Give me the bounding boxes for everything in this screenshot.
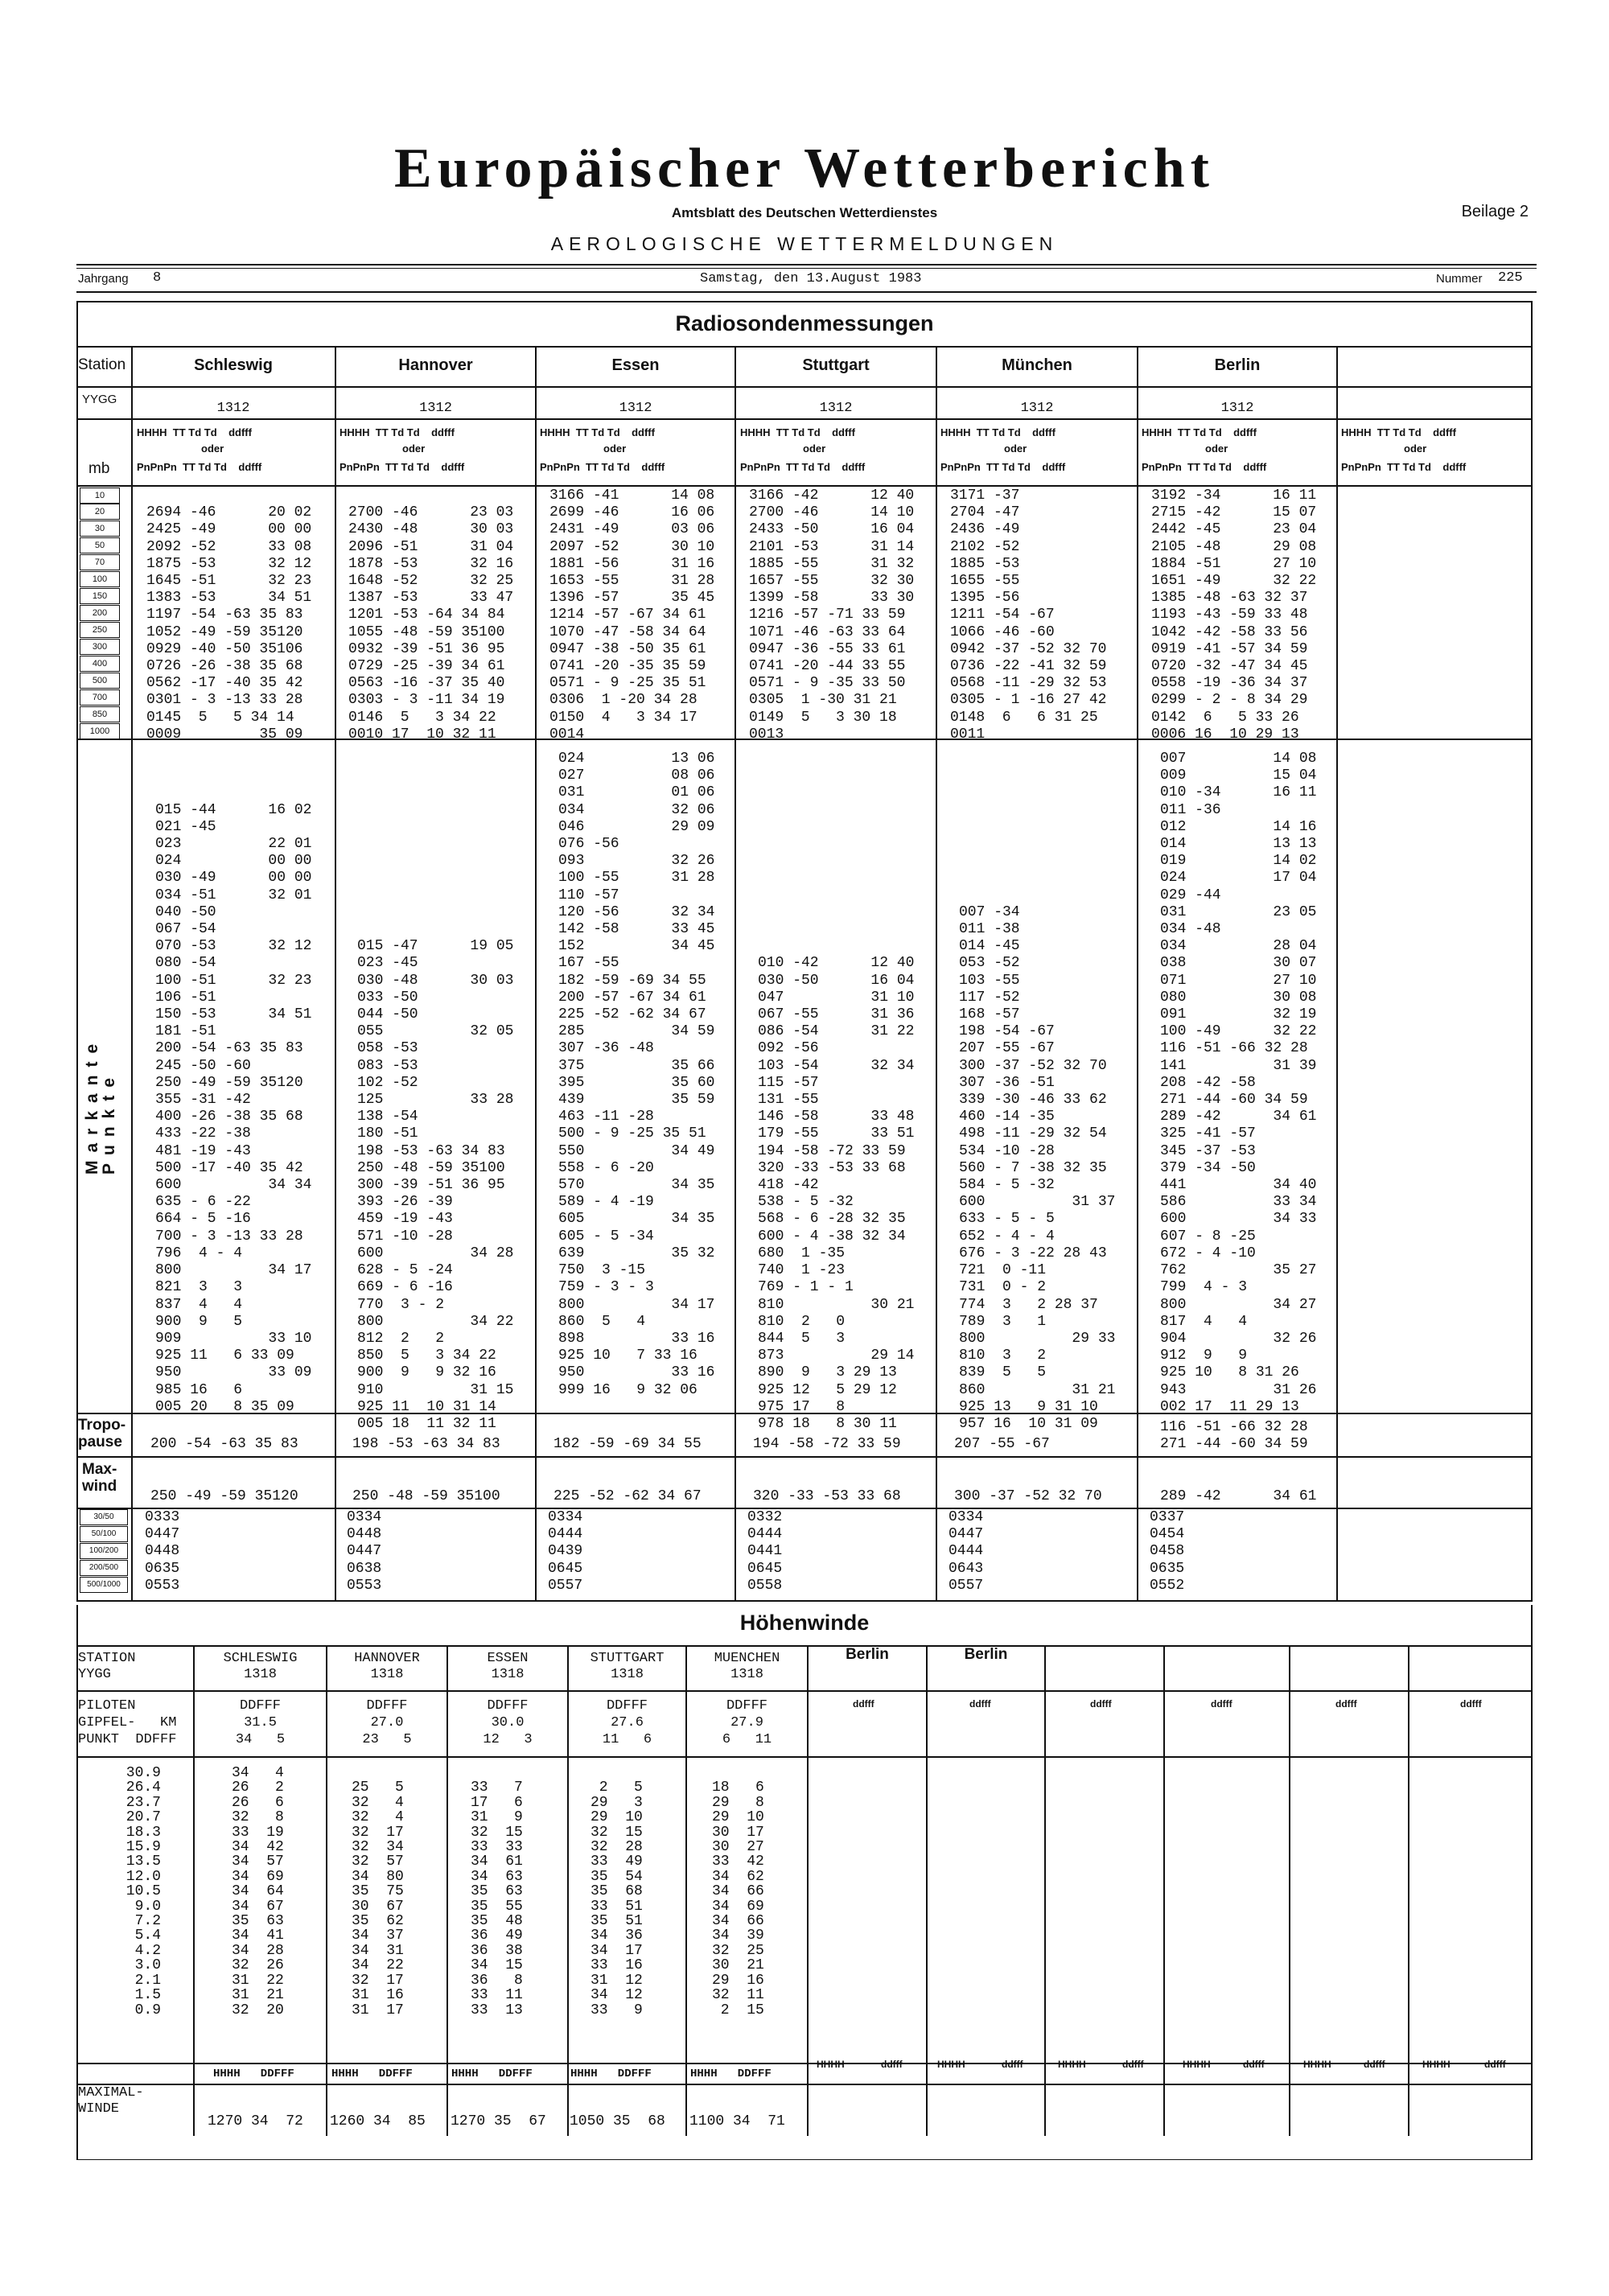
jahrgang-label: Jahrgang bbox=[78, 272, 129, 286]
level-box: 850 bbox=[80, 706, 120, 722]
yygg-label: YYGG bbox=[82, 393, 117, 406]
code-header: PnPnPn TT Td Td ddfff bbox=[940, 461, 1066, 473]
station-name: Stuttgart bbox=[802, 356, 870, 374]
yygg-value: 1312 bbox=[619, 401, 652, 416]
ddfff-label: ddfff bbox=[1122, 2059, 1144, 2070]
markante-punkte-label: Markante Punkte bbox=[83, 1035, 118, 1175]
winds-station: HANNOVER 1318 bbox=[354, 1651, 420, 1682]
maxwind-muenchen: 300 -37 -52 32 70 bbox=[954, 1488, 1102, 1504]
shear-berlin: 0337 0454 0458 0635 0552 bbox=[1150, 1509, 1185, 1594]
hhhh-label: HHHH bbox=[1422, 2059, 1451, 2070]
level-box: 30 bbox=[80, 521, 120, 537]
tropopause-berlin: 116 -51 -66 32 28 271 -44 -60 34 59 bbox=[1160, 1419, 1308, 1453]
maxwind-stuttgart: 320 -33 -53 33 68 bbox=[753, 1488, 901, 1504]
col-separator bbox=[1163, 1645, 1165, 2136]
divider bbox=[76, 268, 1537, 269]
ddfff-label: ddfff bbox=[853, 1698, 874, 1710]
wind-heights: 30.9 26.4 23.7 20.7 18.3 15.9 13.5 12.0 10.5 9.0 7.2 5.4 4.2 3.0 2.1 1.5 0.9 bbox=[126, 1765, 161, 2018]
maxwinde-hannover: 1260 34 85 bbox=[330, 2113, 426, 2129]
winds-station: STUTTGART 1318 bbox=[590, 1651, 665, 1682]
station-name: Schleswig bbox=[194, 356, 273, 374]
hhhh-label: HHHH bbox=[817, 2059, 845, 2070]
supplement-label: Beilage 2 bbox=[1461, 203, 1529, 220]
shear-label: 500/1000 bbox=[80, 1577, 128, 1593]
maxwinde-label: MAXIMAL- WINDE bbox=[78, 2085, 144, 2117]
yygg-value: 1312 bbox=[419, 401, 452, 416]
col-separator bbox=[131, 346, 133, 1602]
hhhh-label: HHHH bbox=[1058, 2059, 1086, 2070]
section-subtitle: AEROLOGISCHE WETTERMELDUNGEN bbox=[550, 233, 1059, 254]
code-header-oder: oder bbox=[1205, 442, 1228, 455]
level-box: 400 bbox=[80, 656, 120, 672]
code-header-oder: oder bbox=[1004, 442, 1027, 455]
std-levels-muenchen: 3171 -37 2704 -47 2436 -49 2102 -52 1885 -53 1655 -55 1395 -56 1211 -54 -67 1066 -46 -60 0942 -37 -52 32 70 0736 -22 -41 32 59 0568 -11 -29 32 53 0305 - 1 -16 27 42 0148 6 6 31 25 0011 bbox=[950, 488, 1107, 743]
mark-points-essen: 024 13 06 027 08 06 031 01 06 034 32 06 046 29 09 076 -56 093 32 26 100 -55 31 28 110 -57 120 -56 32 34 142 -58 33 45 152 34 45 167 -55 182 -59 -69 34 55 200 -57 -67 34 61 225 -52 -62 34 67 285 34 59 307 -36 -48 375 35 66 395 35 60 439 35 59 463 -11 -28 500 - 9 -25 35 51 550 34 49 558 - 6 -20 570 34 35 589 - 4 -19 605 34 35 605 - 5 -34 639 35 32 750 3 -15 759 - 3 - 3 800 34 17 860 5 4 898 33 16 925 10 7 33 16 950 33 16 999 16 9 32 06 bbox=[558, 751, 715, 1398]
shear-label: 100/200 bbox=[80, 1543, 128, 1559]
hhhh-label: HHHH DDFFF bbox=[451, 2068, 533, 2080]
col-separator bbox=[735, 346, 736, 1602]
tropopause-hannover: 198 -53 -63 34 83 bbox=[352, 1436, 500, 1453]
wind-col-schleswig: 34 4 26 2 26 6 32 8 33 19 34 42 34 57 34 69 34 64 34 67 35 63 34 41 34 28 32 26 31 22 31 21 32 20 bbox=[232, 1765, 284, 2018]
yygg-value: 1312 bbox=[819, 401, 853, 416]
maxwind-essen: 225 -52 -62 34 67 bbox=[553, 1488, 702, 1504]
ddfff-label: ddfff bbox=[1460, 1698, 1482, 1710]
gipfel-value: DDFFF 30.0 12 3 bbox=[483, 1698, 533, 1747]
winds-station-label: STATION YYGG bbox=[78, 1651, 136, 1682]
maxwind-label: Max- wind bbox=[82, 1461, 117, 1495]
winds-station: Berlin bbox=[846, 1646, 889, 1663]
col-separator bbox=[807, 1645, 809, 2136]
code-header-oder: oder bbox=[402, 442, 426, 455]
maxwinde-stuttgart: 1050 35 68 bbox=[570, 2113, 665, 2129]
winds-station: SCHLESWIG 1318 bbox=[223, 1651, 298, 1682]
code-header: PnPnPn TT Td Td ddfff bbox=[740, 461, 866, 473]
code-header: HHHH TT Td Td ddfff bbox=[740, 426, 855, 438]
shear-label: 30/50 bbox=[80, 1509, 128, 1525]
ddfff-label: ddfff bbox=[1243, 2059, 1265, 2070]
gipfel-value: DDFFF 27.0 23 5 bbox=[362, 1698, 412, 1747]
hhhh-label: HHHH DDFFF bbox=[570, 2068, 652, 2080]
yygg-value: 1312 bbox=[1220, 401, 1254, 416]
shear-muenchen: 0334 0447 0444 0643 0557 bbox=[949, 1509, 984, 1594]
level-box: 100 bbox=[80, 571, 120, 587]
tropopause-essen: 182 -59 -69 34 55 bbox=[553, 1436, 702, 1453]
station-name: Essen bbox=[611, 356, 660, 374]
code-header: HHHH TT Td Td ddfff bbox=[1142, 426, 1257, 438]
col-separator bbox=[535, 346, 537, 1602]
maxwinde-schleswig: 1270 34 72 bbox=[208, 2113, 303, 2129]
maxwinde-muenchen: 1100 34 71 bbox=[689, 2113, 785, 2129]
hhhh-label: HHHH bbox=[1303, 2059, 1331, 2070]
ddfff-label: ddfff bbox=[1002, 2059, 1023, 2070]
issue-date: Samstag, den 13.August 1983 bbox=[700, 271, 922, 286]
gipfel-value: DDFFF 27.9 6 11 bbox=[722, 1698, 772, 1747]
col-separator bbox=[335, 346, 336, 1602]
maxwinde-essen: 1270 35 67 bbox=[451, 2113, 546, 2129]
winds-station: Berlin bbox=[964, 1646, 1008, 1663]
hhhh-label: HHHH bbox=[937, 2059, 965, 2070]
divider bbox=[76, 386, 1533, 388]
ddfff-label: ddfff bbox=[969, 1698, 991, 1710]
level-box: 200 bbox=[80, 605, 120, 621]
mark-points-hannover: 015 -47 19 05 023 -45 030 -48 30 03 033 -50 044 -50 055 32 05 058 -53 083 -53 102 -52 125 33 28 138 -54 180 -51 198 -53 -63 34 83 250 -48 -59 35100 300 -39 -51 36 95 393 -26 -39 459 -19 -43 571 -10 -28 600 34 28 628 - 5 -24 669 - 6 -16 770 3 - 2 800 34 22 812 2 2 850 5 3 34 22 900 9 9 32 16 910 31 15 925 11 10 31 14 005 18 11 32 11 bbox=[357, 938, 514, 1432]
gipfel-value: DDFFF 27.6 11 6 bbox=[602, 1698, 652, 1747]
col-separator bbox=[926, 1645, 928, 2136]
radiosonde-title: Radiosondenmessungen bbox=[675, 311, 934, 335]
station-name: Berlin bbox=[1214, 356, 1261, 374]
col-separator bbox=[1336, 346, 1338, 1602]
code-header: PnPnPn TT Td Td ddfff bbox=[339, 461, 465, 473]
shear-label: 200/500 bbox=[80, 1560, 128, 1576]
mark-points-berlin: 007 14 08 009 15 04 010 -34 16 11 011 -36 012 14 16 014 13 13 019 14 02 024 17 04 029 -44 031 23 05 034 -48 034 28 04 038 30 07 071 27 10 080 30 08 091 32 19 100 -49 32 22 116 -51 -66 32 28 141 31 39 208 -42 -58 271 -44 -60 34 59 289 -42 34 61 325 -41 -57 345 -37 -53 379 -34 -50 441 34 40 586 33 34 600 34 33 607 - 8 -25 672 - 4 -10 762 35 27 799 4 - 3 800 34 27 817 4 4 904 32 26 912 9 9 925 10 8 31 26 943 31 26 002 17 11 29 13 bbox=[1160, 751, 1317, 1415]
level-box: 250 bbox=[80, 622, 120, 638]
subtitle: Amtsblatt des Deutschen Wetterdienstes bbox=[671, 205, 938, 220]
std-levels-schleswig: 2694 -46 20 02 2425 -49 00 00 2092 -52 33 08 1875 -53 32 12 1645 -51 32 23 1383 -53 34 51 1197 -54 -63 35 83 1052 -49 -59 35120 0929 -40 -50 35106 0726 -26 -38 35 68 0562 -17 -40 35 42 0301 - 3 -13 33 28 0145 5 5 34 14 0009 35 09 bbox=[146, 504, 312, 743]
divider bbox=[76, 1756, 1533, 1758]
wind-col-stuttgart: 2 5 29 3 29 10 32 15 32 28 33 49 35 54 35 68 33 51 35 51 34 36 34 17 33 16 31 12 34 12 33 9 bbox=[591, 1780, 643, 2018]
std-levels-berlin: 3192 -34 16 11 2715 -42 15 07 2442 -45 23 04 2105 -48 29 08 1884 -51 27 10 1651 -49 32 22 1385 -48 -63 32 37 1193 -43 -59 33 48 1042 -42 -58 33 56 0919 -41 -57 34 59 0720 -32 -47 34 45 0558 -19 -36 34 37 0299 - 2 - 8 34 29 0142 6 5 33 26 0006 16 10 29 13 bbox=[1151, 488, 1317, 743]
tropopause-schleswig: 200 -54 -63 35 83 bbox=[150, 1436, 298, 1453]
wind-col-hannover: 25 5 32 4 32 4 32 17 32 34 32 57 34 80 35 75 30 67 35 62 34 37 34 31 34 22 32 17 31 16 31 17 bbox=[352, 1780, 404, 2018]
mark-points-muenchen: 007 -34 011 -38 014 -45 053 -52 103 -55 117 -52 168 -57 198 -54 -67 207 -55 -67 300 -37 -52 32 70 307 -36 -51 339 -30 -46 33 62 460 -14 -35 498 -11 -29 32 54 534 -10 -28 560 - 7 -38 32 35 584 - 5 -32 600 31 37 633 - 5 - 5 652 - 4 - 4 676 - 3 -22 28 43 721 0 -11 731 0 - 2 774 3 2 28 37 789 3 1 800 29 33 810 3 2 839 5 5 860 31 21 925 13 9 31 10 957 16 10 31 09 bbox=[959, 903, 1116, 1432]
divider bbox=[76, 1690, 1533, 1692]
std-levels-essen: 3166 -41 14 08 2699 -46 16 06 2431 -49 03 06 2097 -52 30 10 1881 -56 31 16 1653 -55 31 28 1396 -57 35 45 1214 -57 -67 34 61 1070 -47 -58 34 64 0947 -38 -50 35 61 0741 -20 -35 35 59 0571 - 9 -25 35 51 0306 1 -20 34 28 0150 4 3 34 17 0014 bbox=[549, 488, 715, 743]
tropopause-label: Tropo- pause bbox=[78, 1417, 126, 1450]
shear-hannover: 0334 0448 0447 0638 0553 bbox=[347, 1509, 382, 1594]
code-header-oder: oder bbox=[603, 442, 627, 455]
code-header-oder: oder bbox=[803, 442, 826, 455]
ddfff-label: ddfff bbox=[1484, 2059, 1506, 2070]
divider bbox=[76, 418, 1533, 420]
code-header: HHHH TT Td Td ddfff bbox=[940, 426, 1056, 438]
hhhh-label: HHHH DDFFF bbox=[213, 2068, 294, 2080]
code-header: PnPnPn TT Td Td ddfff bbox=[1142, 461, 1267, 473]
divider bbox=[76, 2084, 1533, 2085]
mark-points-stuttgart: 010 -42 12 40 030 -50 16 04 047 31 10 067 -55 31 36 086 -54 31 22 092 -56 103 -54 32 34 115 -57 131 -55 146 -58 33 48 179 -55 33 51 194 -58 -72 33 59 320 -33 -53 33 68 418 -42 538 - 5 -32 568 - 6 -28 32 35 600 - 4 -38 32 34 680 1 -35 740 1 -23 769 - 1 - 1 810 30 21 810 2 0 844 5 3 873 29 14 890 9 3 29 13 925 12 5 29 12 975 17 8 978 18 8 30 11 bbox=[758, 955, 915, 1432]
nummer-label: Nummer bbox=[1436, 272, 1483, 286]
yygg-value: 1312 bbox=[216, 401, 250, 416]
yygg-value: 1312 bbox=[1020, 401, 1054, 416]
code-header: HHHH TT Td Td ddfff bbox=[540, 426, 655, 438]
shear-schleswig: 0333 0447 0448 0635 0553 bbox=[145, 1509, 180, 1594]
winds-station: ESSEN 1318 bbox=[487, 1651, 529, 1682]
code-header: HHHH TT Td Td ddfff bbox=[1341, 426, 1456, 438]
hhhh-label: HHHH DDFFF bbox=[331, 2068, 413, 2080]
nummer-value: 225 bbox=[1498, 270, 1523, 286]
tropopause-muenchen: 207 -55 -67 bbox=[954, 1436, 1050, 1453]
col-separator bbox=[1408, 1645, 1409, 2136]
pilot-label: PILOTEN GIPFEL- KM PUNKT DDFFF bbox=[78, 1698, 177, 1747]
page-title: Europäischer Wetterbericht bbox=[394, 138, 1215, 200]
std-levels-hannover: 2700 -46 23 03 2430 -48 30 03 2096 -51 31 04 1878 -53 32 16 1648 -52 32 25 1387 -53 33 47 1201 -53 -64 34 84 1055 -48 -59 35100 0932 -39 -51 36 95 0729 -25 -39 34 61 0563 -16 -37 35 40 0303 - 3 -11 34 19 0146 5 3 34 22 0010 17 10 32 11 bbox=[348, 504, 514, 743]
shear-label: 50/100 bbox=[80, 1526, 128, 1542]
mark-points-schleswig: 015 -44 16 02 021 -45 023 22 01 024 00 00 030 -49 00 00 034 -51 32 01 040 -50 067 -54 070 -53 32 12 080 -54 100 -51 32 23 106 -51 150 -53 34 51 181 -51 200 -54 -63 35 83 245 -50 -60 250 -49 -59 35120 355 -31 -42 400 -26 -38 35 68 433 -22 -38 481 -19 -43 500 -17 -40 35 42 600 34 34 635 - 6 -22 664 - 5 -16 700 - 3 -13 33 28 796 4 - 4 800 34 17 821 3 3 837 4 4 900 9 5 909 33 10 925 11 6 33 09 950 33 09 985 16 6 005 20 8 35 09 bbox=[155, 801, 312, 1415]
level-box: 70 bbox=[80, 554, 120, 570]
divider bbox=[76, 485, 1533, 487]
hhhh-label: HHHH DDFFF bbox=[690, 2068, 772, 2080]
col-separator bbox=[1137, 346, 1138, 1602]
divider bbox=[76, 1508, 1533, 1509]
tropopause-stuttgart: 194 -58 -72 33 59 bbox=[753, 1436, 901, 1453]
winds-frame bbox=[76, 1605, 1533, 2160]
level-box: 500 bbox=[80, 673, 120, 689]
level-box: 10 bbox=[80, 488, 120, 504]
col-separator bbox=[1289, 1645, 1290, 2136]
level-box: 300 bbox=[80, 639, 120, 655]
winds-title: Höhenwinde bbox=[739, 1611, 870, 1635]
divider bbox=[76, 1456, 1533, 1458]
hhhh-label: HHHH bbox=[1183, 2059, 1211, 2070]
code-header: PnPnPn TT Td Td ddfff bbox=[1341, 461, 1467, 473]
code-header: PnPnPn TT Td Td ddfff bbox=[137, 461, 262, 473]
station-label: Station bbox=[78, 356, 126, 373]
level-box: 1000 bbox=[80, 723, 120, 739]
divider bbox=[76, 346, 1533, 348]
mb-label: mb bbox=[88, 460, 110, 477]
shear-stuttgart: 0332 0444 0441 0645 0558 bbox=[747, 1509, 783, 1594]
level-box: 700 bbox=[80, 689, 120, 706]
jahrgang-value: 8 bbox=[153, 270, 162, 286]
col-separator bbox=[936, 346, 937, 1602]
code-header-oder: oder bbox=[1404, 442, 1427, 455]
shear-essen: 0334 0444 0439 0645 0557 bbox=[548, 1509, 583, 1594]
divider bbox=[76, 1645, 1533, 1647]
code-header-oder: oder bbox=[201, 442, 224, 455]
col-separator bbox=[1044, 1645, 1046, 2136]
wind-col-muenchen: 18 6 29 8 29 10 30 17 30 27 33 42 34 62 34 66 34 69 34 66 34 39 32 25 30 21 29 16 32 11 2 15 bbox=[712, 1780, 764, 2018]
maxwind-schleswig: 250 -49 -59 35120 bbox=[150, 1488, 298, 1504]
station-name: Hannover bbox=[398, 356, 473, 374]
maxwind-hannover: 250 -48 -59 35100 bbox=[352, 1488, 500, 1504]
code-header: HHHH TT Td Td ddfff bbox=[339, 426, 455, 438]
maxwind-berlin: 289 -42 34 61 bbox=[1160, 1488, 1317, 1504]
winds-station: MUENCHEN 1318 bbox=[714, 1651, 780, 1682]
gipfel-value: DDFFF 31.5 34 5 bbox=[235, 1698, 286, 1747]
ddfff-label: ddfff bbox=[1364, 2059, 1385, 2070]
wind-col-essen: 33 7 17 6 31 9 32 15 33 33 34 61 34 63 35 63 35 55 35 48 36 49 36 38 34 15 36 8 33 11 33 13 bbox=[471, 1780, 523, 2018]
ddfff-label: ddfff bbox=[1211, 1698, 1232, 1710]
ddfff-label: ddfff bbox=[1335, 1698, 1357, 1710]
divider bbox=[76, 264, 1537, 265]
ddfff-label: ddfff bbox=[1090, 1698, 1112, 1710]
ddfff-label: ddfff bbox=[881, 2059, 903, 2070]
divider bbox=[76, 291, 1537, 293]
code-header: HHHH TT Td Td ddfff bbox=[137, 426, 252, 438]
level-box: 150 bbox=[80, 588, 120, 604]
station-name: München bbox=[1002, 356, 1072, 374]
level-box: 50 bbox=[80, 537, 120, 553]
code-header: PnPnPn TT Td Td ddfff bbox=[540, 461, 665, 473]
std-levels-stuttgart: 3166 -42 12 40 2700 -46 14 10 2433 -50 16 04 2101 -53 31 14 1885 -55 31 32 1657 -55 32 30 1399 -58 33 30 1216 -57 -71 33 59 1071 -46 -63 33 64 0947 -36 -55 33 61 0741 -20 -44 33 55 0571 - 9 -35 33 50 0305 1 -30 31 21 0149 5 3 30 18 0013 bbox=[749, 488, 915, 743]
level-box: 20 bbox=[80, 504, 120, 520]
